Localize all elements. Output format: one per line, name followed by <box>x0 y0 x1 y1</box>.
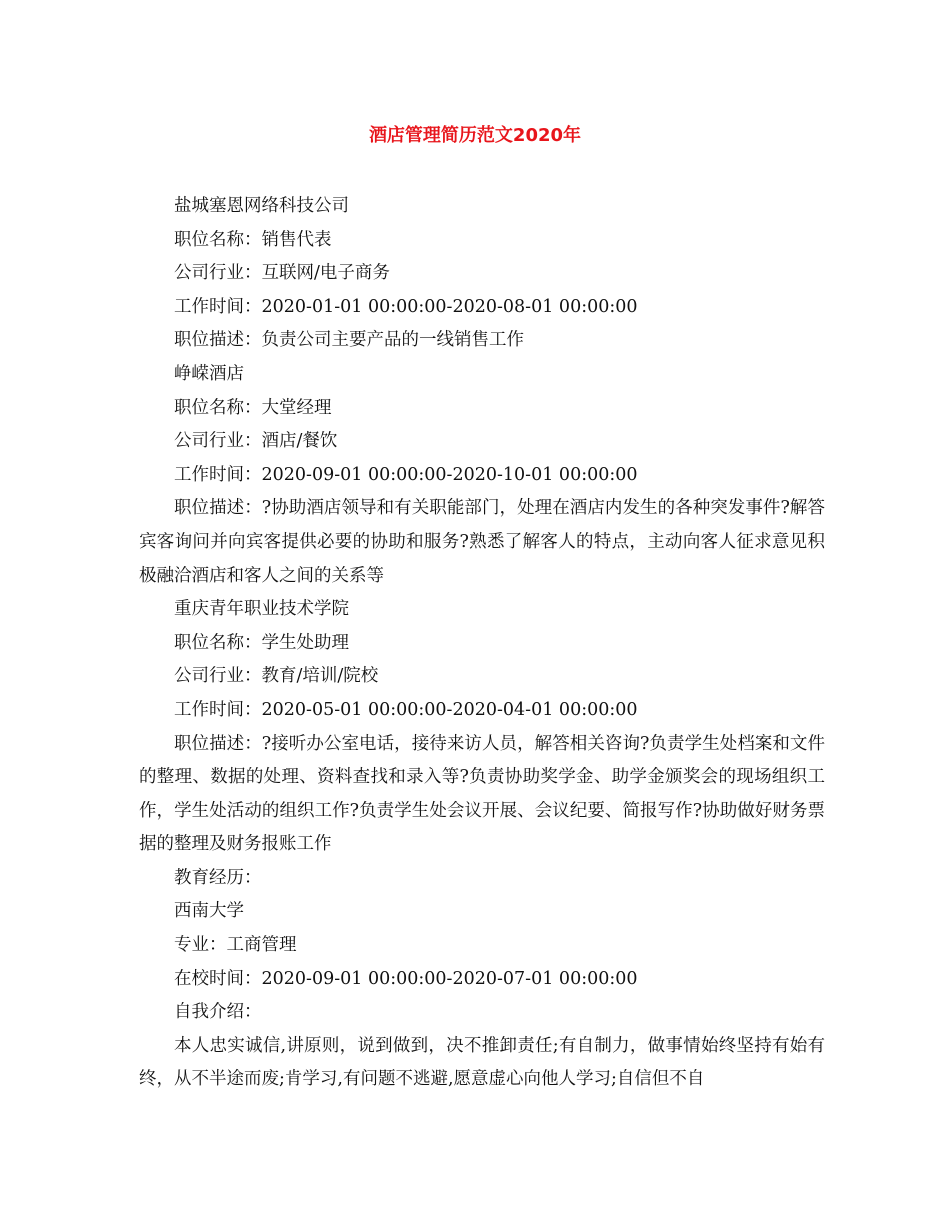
document-body <box>139 190 825 1097</box>
job-description-1: 职位描述：负责公司主要产品的一线销售工作 <box>174 330 524 351</box>
company-name-1: 盐城塞恩网络科技公司 <box>174 196 349 216</box>
job-title-1: 职位名称：销售代表 <box>174 229 332 250</box>
industry-3: 公司行业：教育/培训/院校 <box>174 666 379 687</box>
self-intro-text: 本人忠实诚信,讲原则，说到做到，决不推卸责任;有自制力，做事情始终坚持有始有终，从不半途而废;肯学习,有问题不逃避,愿意虚心向他人学习;自信但不自 <box>139 1035 825 1090</box>
industry-1: 公司行业：互联网/电子商务 <box>174 263 390 284</box>
company-name-3: 重庆青年职业技术学院 <box>174 599 349 620</box>
job-title-2: 职位名称：大堂经理 <box>174 397 332 418</box>
job-description-2: 职位描述：?协助酒店领导和有关职能部门，处理在酒店内发生的各种突发事件?解答宾客询问并向宾客提供必要的协助和服务?熟悉了解客人的特点，主动向客人征求意见积极融洽酒店和客人之间的关系等 <box>139 498 825 586</box>
school-name: 西南大学 <box>174 901 244 922</box>
education-heading: 教育经历： <box>174 867 262 888</box>
major: 专业：工商管理 <box>174 935 297 956</box>
document-title: 酒店管理简历范文2020年 <box>368 125 582 146</box>
job-description-3: 职位描述：?接听办公室电话，接待来访人员，解答相关咨询?负责学生处档案和文件的整理、数据的处理、资料查找和录入等?负责协助奖学金、助学金颁奖会的现场组织工作，学生处活动的组织工作?负责学生处会议开展、会议纪要、简报写作?协助做好财务票据的整理及财务报账工作 <box>139 733 825 855</box>
job-title-3: 职位名称：学生处助理 <box>174 632 349 653</box>
work-period-2: 工作时间：2020-09-01 00:00:00-2020-10-01 00:00:00 <box>174 464 638 485</box>
industry-2: 公司行业：酒店/餐饮 <box>174 431 338 452</box>
study-period: 在校时间：2020-09-01 00:00:00-2020-07-01 00:00:00 <box>174 968 638 989</box>
company-name-2: 峥嵘酒店 <box>174 363 244 384</box>
self-intro-heading: 自我介绍： <box>174 1002 262 1023</box>
work-period-3: 工作时间：2020-05-01 00:00:00-2020-04-01 00:00:00 <box>174 699 638 720</box>
work-period-1: 工作时间：2020-01-01 00:00:00-2020-08-01 00:00:00 <box>174 296 638 317</box>
